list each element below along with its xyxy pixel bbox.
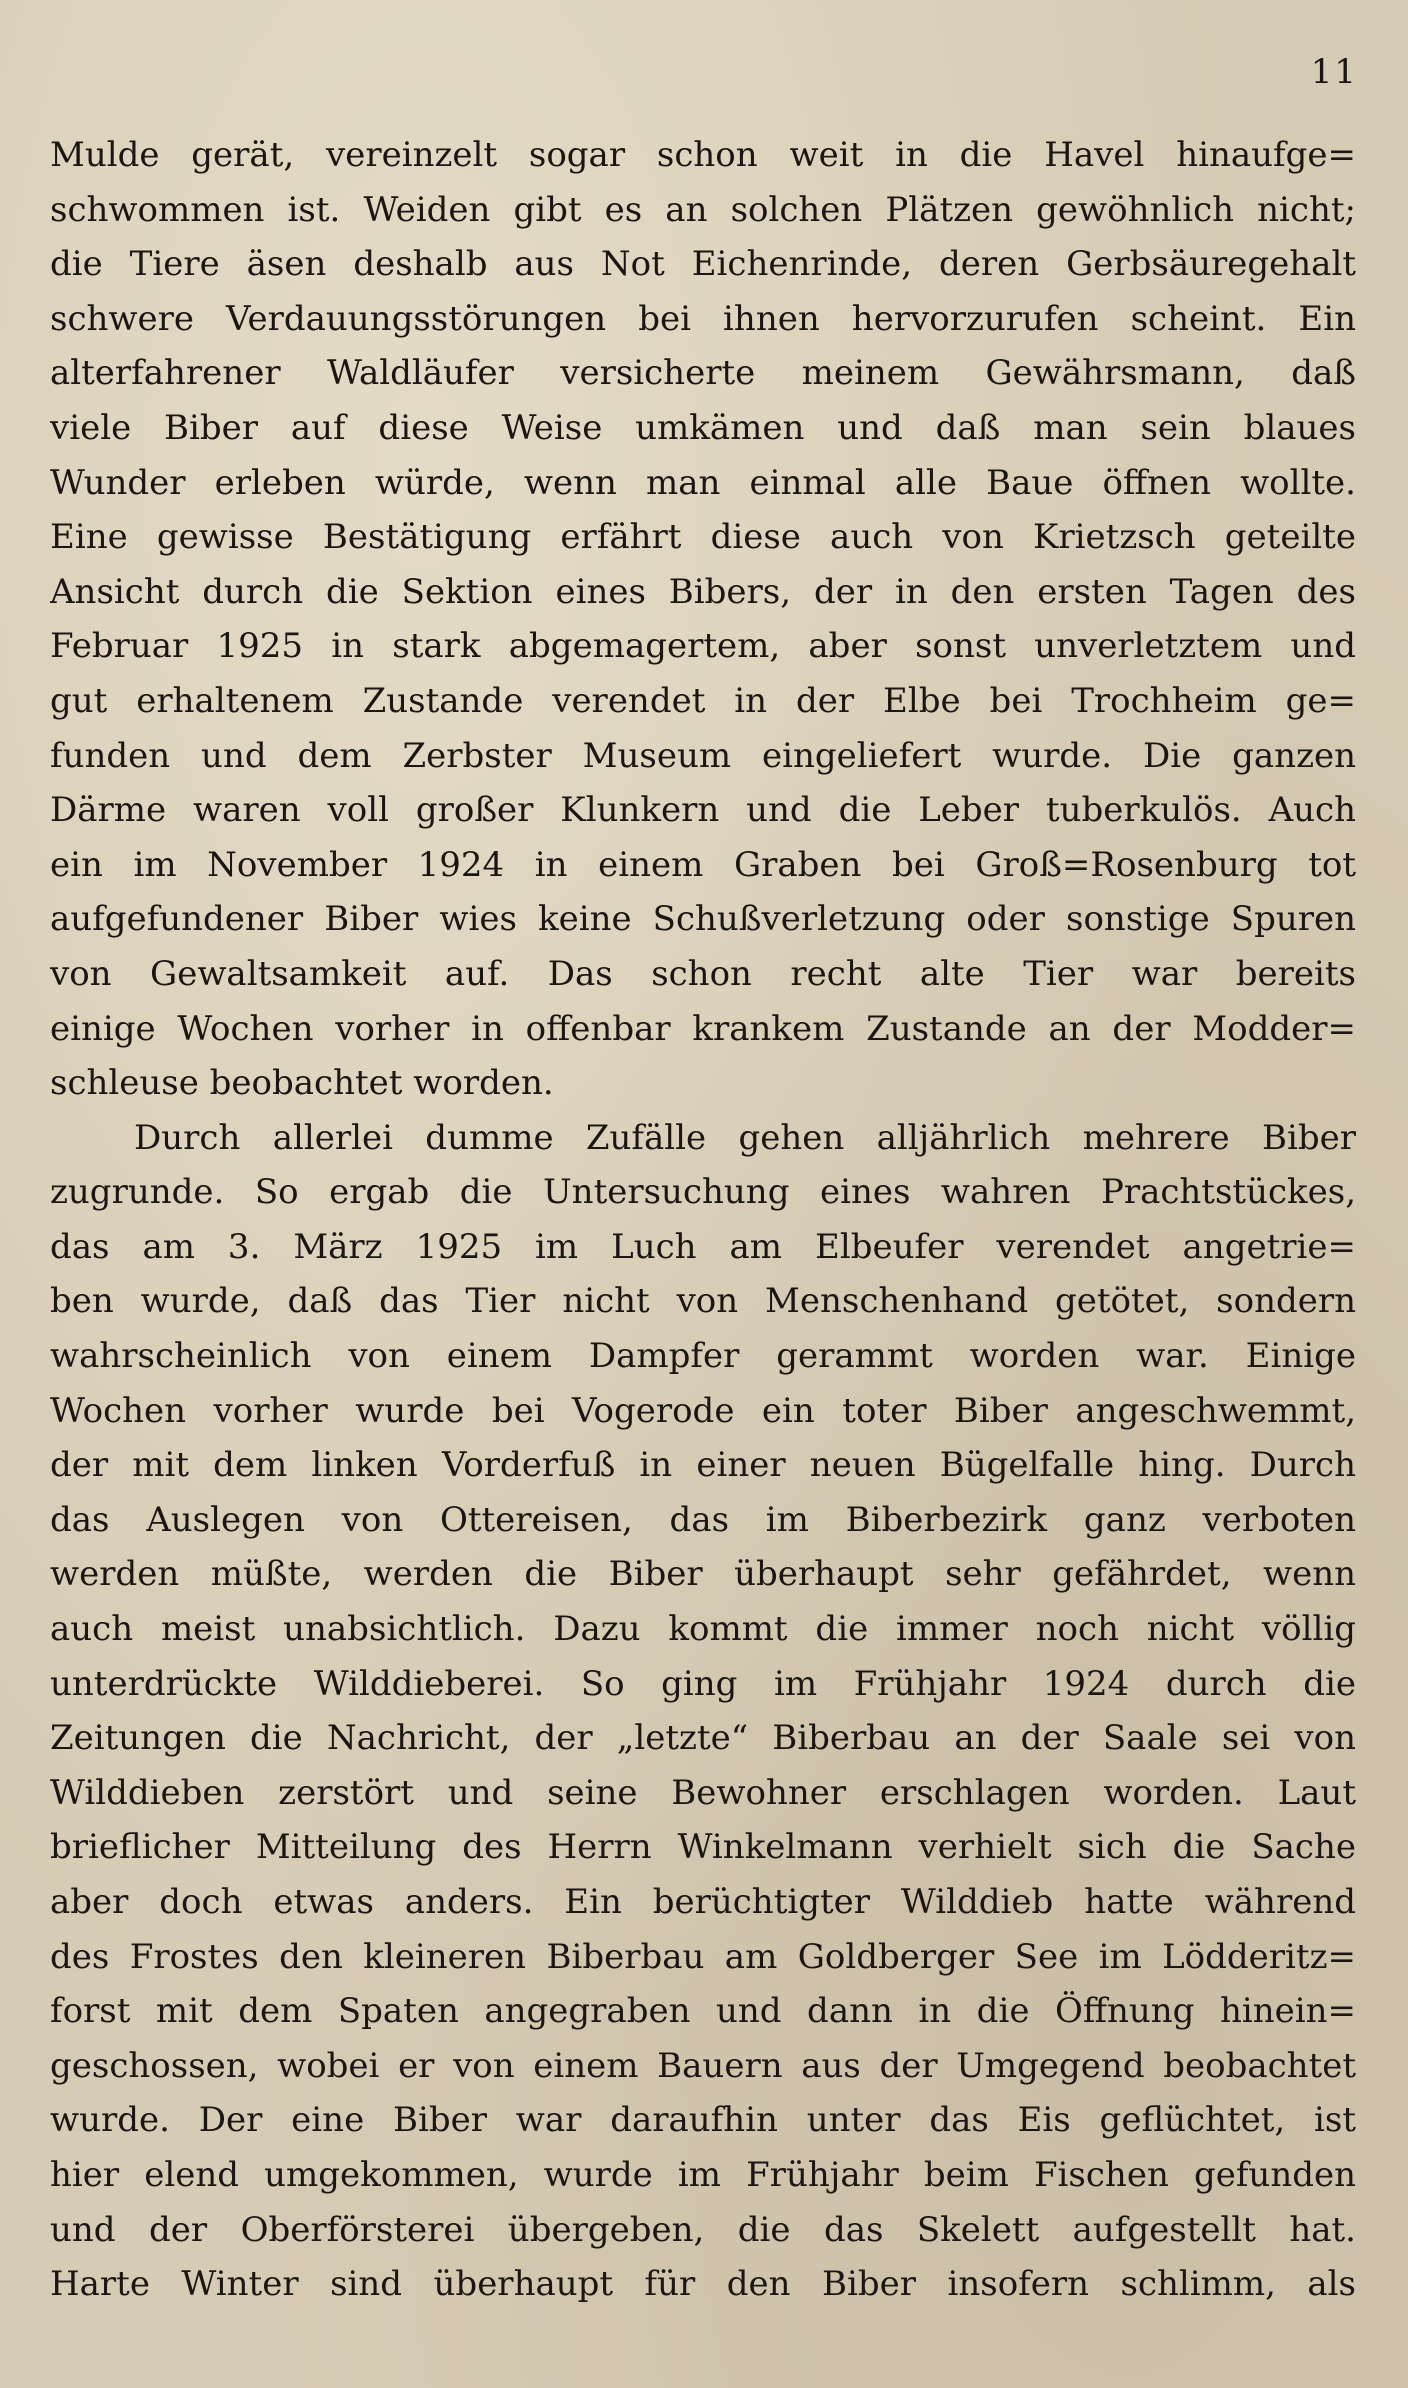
text-line: Wilddieben zerstört und seine Bewohner erschlagen worden. Laut — [50, 1772, 1356, 1813]
text-line: des Frostes den kleineren Biberbau am Goldberger See im Lödderitz= — [50, 1936, 1356, 1977]
text-line: auch meist unabsichtlich. Dazu kommt die immer noch nicht völlig — [50, 1609, 1356, 1650]
text-line: Ansicht durch die Sektion eines Bibers, der in den ersten Tagen des — [50, 571, 1356, 612]
text-line: Durch allerlei dumme Zufälle gehen alljährlich mehrere Biber — [134, 1117, 1356, 1158]
text-line: Därme waren voll großer Klunkern und die Leber tuberkulös. Auch — [50, 790, 1356, 831]
text-line: gut erhaltenem Zustande verendet in der Elbe bei Trochheim ge= — [50, 680, 1356, 721]
page-number: 11 — [1310, 52, 1358, 92]
text-line: Mulde gerät, vereinzelt sogar schon weit in die Havel hinaufge= — [50, 135, 1356, 175]
paragraph — [50, 1111, 1356, 2312]
text-line: zugrunde. So ergab die Untersuchung eines wahren Prachtstückes, — [50, 1172, 1356, 1213]
text-line: geschossen, wobei er von einem Bauern aus der Umgegend beobachtet — [50, 2045, 1356, 2086]
text-line: der mit dem linken Vorderfuß in einer neuen Bügelfalle hing. Durch — [50, 1445, 1356, 1486]
text-line: einige Wochen vorher in offenbar krankem Zustande an der Modder= — [50, 1008, 1356, 1049]
text-line: und der Oberförsterei übergeben, die das Skelett aufgestellt hat. — [50, 2209, 1356, 2250]
text-line: Wochen vorher wurde bei Vogerode ein toter Biber angeschwemmt, — [50, 1390, 1356, 1431]
text-line: ben wurde, daß das Tier nicht von Menschenhand getötet, sondern — [50, 1281, 1356, 1322]
text-line: wahrscheinlich von einem Dampfer gerammt worden war. Einige — [50, 1336, 1356, 1377]
text-line: werden müßte, werden die Biber überhaupt sehr gefährdet, wenn — [50, 1554, 1356, 1595]
text-line: viele Biber auf diese Weise umkämen und daß man sein blaues — [50, 407, 1356, 448]
text-line: Februar 1925 in stark abgemagertem, aber sonst unverletztem und — [50, 626, 1356, 667]
text-line: schwommen ist. Weiden gibt es an solchen Plätzen gewöhnlich nicht; — [50, 189, 1356, 230]
text-line: funden und dem Zerbster Museum eingeliefert wurde. Die ganzen — [50, 735, 1356, 776]
text-line: das am 3. März 1925 im Luch am Elbeufer verendet angetrie= — [50, 1226, 1356, 1267]
text-line: die Tiere äsen deshalb aus Not Eichenrinde, deren Gerbsäuregehalt — [50, 244, 1356, 285]
text-line: unterdrückte Wilddieberei. So ging im Frühjahr 1924 durch die — [50, 1663, 1356, 1704]
text-line: Zeitungen die Nachricht, der „letzte“ Biberbau an der Saale sei von — [50, 1718, 1356, 1759]
text-line: brieflicher Mitteilung des Herrn Winkelmann verhielt sich die Sache — [50, 1827, 1356, 1868]
text-line: aber doch etwas anders. Ein berüchtigter Wilddieb hatte während — [50, 1882, 1356, 1922]
text-line: schwere Verdauungsstörungen bei ihnen hervorzurufen scheint. Ein — [50, 298, 1356, 339]
text-line: schleuse beobachtet worden. — [50, 1063, 554, 1104]
body-text — [50, 128, 1356, 2312]
text-line: wurde. Der eine Biber war daraufhin unter das Eis geflüchtet, ist — [50, 2100, 1356, 2141]
text-line: alterfahrener Waldläufer versicherte meinem Gewährsmann, daß — [50, 353, 1356, 394]
text-line: aufgefundener Biber wies keine Schußverletzung oder sonstige Spuren — [50, 899, 1356, 940]
text-line: von Gewaltsamkeit auf. Das schon recht alte Tier war bereits — [50, 953, 1356, 994]
text-line: Eine gewisse Bestätigung erfährt diese auch von Krietzsch geteilte — [50, 517, 1356, 558]
text-line: ein im November 1924 in einem Graben bei Groß=Rosenburg tot — [50, 844, 1356, 885]
text-line: hier elend umgekommen, wurde im Frühjahr beim Fischen gefunden — [50, 2154, 1356, 2195]
text-line: das Auslegen von Ottereisen, das im Biberbezirk ganz verboten — [50, 1499, 1356, 1540]
text-line: forst mit dem Spaten angegraben und dann in die Öffnung hinein= — [50, 1991, 1356, 2032]
paragraph — [50, 128, 1356, 1111]
text-line: Wunder erleben würde, wenn man einmal alle Baue öffnen wollte. — [50, 462, 1356, 503]
text-line: Harte Winter sind überhaupt für den Biber insofern schlimm, als — [50, 2264, 1356, 2305]
